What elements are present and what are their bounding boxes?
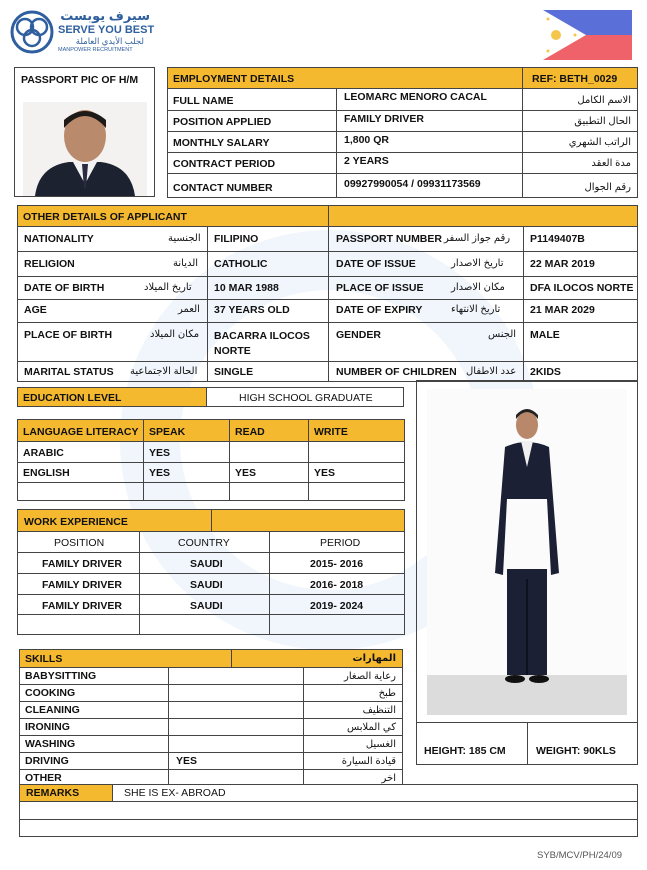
employment-details-table	[167, 67, 638, 198]
work-country: SAUDI	[190, 579, 223, 591]
skill-arabic: طبخ	[378, 688, 396, 699]
passport-pic-label: PASSPORT PIC OF H/M	[21, 74, 139, 86]
date-of-birth-value: 10 MAR 1988	[214, 282, 279, 294]
country-col: COUNTRY	[178, 537, 230, 549]
skill-label: IRONING	[25, 721, 70, 733]
remarks-label: REMARKS	[26, 787, 80, 799]
skills-header-arabic: المهارات	[352, 653, 396, 664]
work-position: FAMILY DRIVER	[42, 579, 122, 591]
logo-arabic: سيرف يوبست	[60, 8, 150, 23]
monthly-salary-value: 1,800 QR	[344, 134, 389, 146]
skill-arabic: الغسيل	[365, 739, 396, 750]
date-of-expiry-arabic: تاريخ الانتهاء	[451, 304, 501, 315]
skills-header: SKILLS	[25, 653, 63, 665]
monthly-salary-label: MONTHLY SALARY	[173, 137, 270, 149]
passport-number-arabic: رقم جواز السفر	[444, 233, 511, 244]
full-body-photo-box	[416, 380, 638, 765]
work-country: SAUDI	[190, 600, 223, 612]
logo-sub: MANPOWER RECRUITMENT	[58, 47, 133, 53]
nationality-arabic: الجنسية	[168, 233, 201, 244]
footer-code: SYB/MCV/PH/24/09	[537, 850, 623, 861]
language-header: LANGUAGE LITERACY	[23, 426, 139, 438]
place-of-birth-value: BACARRA ILOCOS NORTE	[214, 330, 310, 357]
number-of-children-arabic: عدد الاطفال	[466, 366, 517, 377]
skill-label: OTHER	[25, 772, 62, 784]
arabic-language: ARABIC	[23, 447, 64, 459]
height-value: HEIGHT: 185 CM	[424, 745, 506, 757]
work-position: FAMILY DRIVER	[42, 600, 122, 612]
number-of-children-label: NUMBER OF CHILDREN	[336, 366, 457, 378]
passport-number-value: P1149407B	[530, 233, 585, 245]
philippines-flag-icon	[543, 10, 632, 60]
education-level-value: HIGH SCHOOL GRADUATE	[239, 392, 373, 404]
language-literacy-table	[17, 419, 405, 501]
gender-arabic: الجنس	[488, 329, 517, 340]
speak-header: SPEAK	[149, 426, 186, 438]
contract-period-arabic: مدة العقد	[591, 158, 631, 169]
skill-arabic: التنظيف	[362, 705, 396, 716]
contract-period-label: CONTRACT PERIOD	[173, 158, 276, 170]
english-write: YES	[314, 467, 336, 479]
skill-value: YES	[176, 755, 198, 767]
marital-status-value: SINGLE	[214, 366, 254, 378]
full-name-label: FULL NAME	[173, 95, 234, 107]
age-value: 37 YEARS OLD	[214, 304, 290, 316]
religion-label: RELIGION	[24, 258, 75, 270]
date-of-expiry-value: 21 MAR 2029	[530, 304, 595, 316]
marital-status-label: MARITAL STATUS	[24, 366, 114, 378]
period-col: PERIOD	[320, 537, 361, 549]
work-period: 2015- 2016	[310, 558, 364, 570]
full-name-value: LEOMARC MENORO CACAL	[344, 91, 487, 103]
full-body-photo	[427, 389, 627, 715]
work-period: 2019- 2024	[310, 600, 364, 612]
skill-label: CLEANING	[25, 704, 80, 716]
work-country: SAUDI	[190, 558, 223, 570]
skill-arabic: قيادة السيارة	[341, 756, 396, 767]
remarks-value: SHE IS EX- ABROAD	[124, 787, 226, 799]
education-level-label: EDUCATION LEVEL	[23, 392, 122, 404]
gender-label: GENDER	[336, 329, 381, 341]
skill-arabic: رعاية الصغار	[344, 671, 396, 682]
age-arabic: العمر	[178, 304, 200, 315]
company-logo	[10, 8, 170, 58]
place-of-issue-value: DFA ILOCOS NORTE	[530, 282, 634, 294]
work-experience-table	[17, 509, 405, 635]
place-of-issue-arabic: مكان الاصدار	[451, 282, 505, 293]
skill-arabic: كي الملابس	[347, 722, 396, 733]
contact-number-value: 09927990054 / 09931173569	[344, 178, 481, 190]
place-of-birth-label: PLACE OF BIRTH	[24, 329, 113, 341]
passport-photo-box	[14, 67, 155, 197]
logo-arabic-sub: لجلب الأيدي العاملة	[75, 36, 144, 46]
position-applied-arabic: الحال التطبيق	[574, 116, 631, 127]
nationality-label: NATIONALITY	[24, 233, 94, 245]
marital-status-arabic: الحالة الاجتماعية	[130, 366, 198, 377]
position-applied-label: POSITION APPLIED	[173, 116, 272, 128]
contract-period-value: 2 YEARS	[344, 155, 389, 167]
skill-label: DRIVING	[25, 755, 69, 767]
gender-value: MALE	[530, 329, 560, 341]
work-experience-header: WORK EXPERIENCE	[24, 516, 128, 528]
other-details-table	[17, 205, 638, 382]
number-of-children-value: 2KIDS	[530, 366, 561, 378]
english-language: ENGLISH	[23, 467, 70, 479]
date-of-birth-label: DATE OF BIRTH	[24, 282, 105, 294]
remarks-box	[19, 784, 638, 837]
date-of-expiry-label: DATE OF EXPIRY	[336, 304, 423, 316]
skills-table	[19, 649, 403, 785]
arabic-speak: YES	[149, 447, 171, 459]
logo-name: SERVE YOU BEST	[58, 24, 155, 36]
full-name-arabic: الاسم الكامل	[577, 95, 631, 106]
date-of-issue-label: DATE OF ISSUE	[336, 258, 416, 270]
nationality-value: FILIPINO	[214, 233, 259, 245]
employment-ref: REF: BETH_0029	[532, 73, 618, 85]
contact-number-arabic: رقم الجوال	[584, 182, 631, 193]
skill-arabic: اخر	[381, 773, 396, 784]
religion-value: CATHOLIC	[214, 258, 268, 270]
write-header: WRITE	[314, 426, 348, 438]
english-speak: YES	[149, 467, 171, 479]
other-details-header: OTHER DETAILS OF APPLICANT	[23, 211, 187, 223]
religion-arabic: الديانة	[173, 258, 199, 269]
passport-number-label: PASSPORT NUMBER	[336, 233, 442, 245]
weight-value: WEIGHT: 90KLS	[536, 745, 616, 757]
position-col: POSITION	[54, 537, 105, 549]
passport-photo	[23, 102, 147, 196]
skill-label: COOKING	[25, 687, 76, 699]
age-label: AGE	[24, 304, 47, 316]
place-of-issue-label: PLACE OF ISSUE	[336, 282, 424, 294]
monthly-salary-arabic: الراتب الشهري	[568, 137, 631, 148]
position-applied-value: FAMILY DRIVER	[344, 113, 424, 125]
date-of-issue-value: 22 MAR 2019	[530, 258, 595, 270]
english-read: YES	[235, 467, 257, 479]
place-of-birth-arabic: مكان الميلاد	[150, 329, 200, 340]
read-header: READ	[235, 426, 265, 438]
skill-label: BABYSITTING	[25, 670, 97, 682]
contact-number-label: CONTACT NUMBER	[173, 182, 273, 194]
work-position: FAMILY DRIVER	[42, 558, 122, 570]
employment-header: EMPLOYMENT DETAILS	[173, 73, 295, 85]
logo-mark-icon	[10, 10, 54, 54]
work-period: 2016- 2018	[310, 579, 364, 591]
skill-label: WASHING	[25, 738, 76, 750]
date-of-issue-arabic: تاريخ الاصدار	[451, 258, 504, 269]
date-of-birth-arabic: تاريخ الميلاد	[144, 282, 192, 293]
